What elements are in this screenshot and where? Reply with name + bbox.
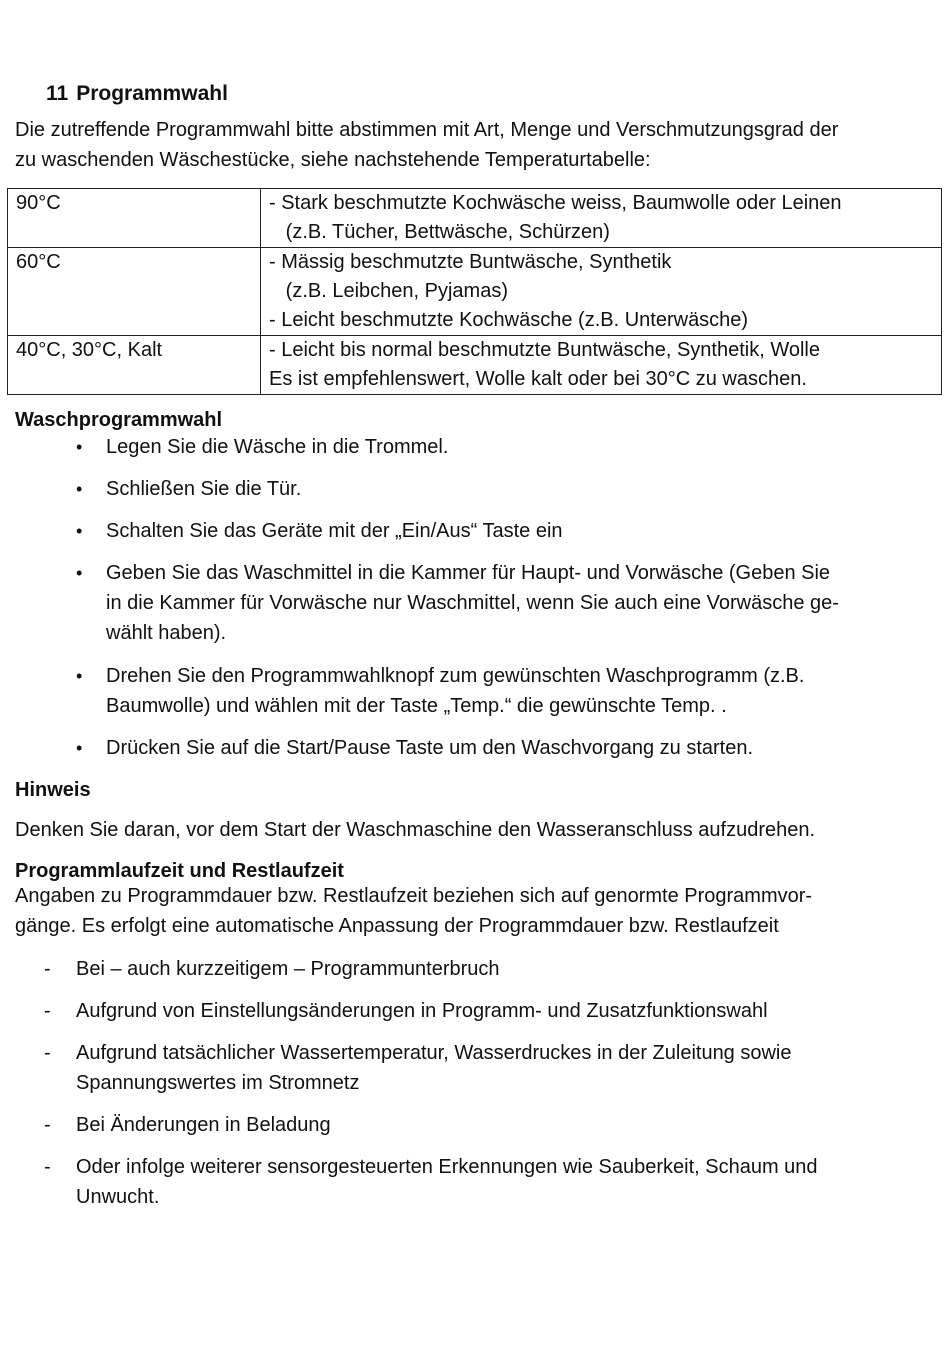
step-line: Geben Sie das Waschmittel in die Kammer für Haupt- und Vorwäsche (Geben Sie xyxy=(106,562,831,584)
description-cell xyxy=(261,189,942,248)
temperature-cell: 60°C xyxy=(8,248,261,336)
bullet-icon: • xyxy=(76,666,83,686)
item-line: Bei Änderungen in Beladung xyxy=(76,1114,331,1136)
table-row xyxy=(8,336,942,395)
intro-line: Die zutreffende Programmwahl bitte abstimmen mit Art, Menge und Verschmutzungsgrad der xyxy=(15,119,839,141)
description-line: - Leicht bis normal beschmutzte Buntwäsche, Synthetik, Wolle xyxy=(269,339,820,361)
section-heading xyxy=(46,79,228,109)
description-cell xyxy=(261,336,942,395)
description-line: (z.B. Leibchen, Pyjamas) xyxy=(269,280,508,302)
description-line: - Leicht beschmutzte Kochwäsche (z.B. Unterwäsche) xyxy=(269,309,749,331)
wash-selection-heading: Waschprogrammwahl xyxy=(15,409,223,431)
step-line: Drücken Sie auf die Start/Pause Taste um den Waschvorgang zu starten. xyxy=(106,737,754,759)
step-line: Schalten Sie das Geräte mit der „Ein/Aus“ Taste ein xyxy=(106,520,563,542)
description-line: - Stark beschmutzte Kochwäsche weiss, Baumwolle oder Leinen xyxy=(269,192,842,214)
bullet-icon: • xyxy=(76,479,83,499)
bullet-icon: • xyxy=(76,738,83,758)
note-text: Denken Sie daran, vor dem Start der Waschmaschine den Wasseranschluss aufzudrehen. xyxy=(15,819,816,841)
bullet-icon: • xyxy=(76,437,83,457)
dash-marker: - xyxy=(44,958,51,980)
description-cell xyxy=(261,248,942,336)
bullet-icon: • xyxy=(76,521,83,541)
step-line: Legen Sie die Wäsche in die Trommel. xyxy=(106,436,449,458)
section-title: Programmwahl xyxy=(76,82,228,105)
item-line: Unwucht. xyxy=(76,1186,160,1208)
section-intro xyxy=(15,115,838,175)
item-line: Oder infolge weiterer sensorgesteuerten Erkennungen wie Sauberkeit, Schaum und xyxy=(76,1156,818,1178)
temperature-cell: 90°C xyxy=(8,189,261,248)
dash-marker: - xyxy=(44,1114,51,1136)
item-line: Aufgrund von Einstellungsänderungen in Programm- und Zusatzfunktionswahl xyxy=(76,1000,768,1022)
step-line: Baumwolle) und wählen mit der Taste „Temp.“ die gewünschte Temp. . xyxy=(106,695,727,717)
step-line: Schließen Sie die Tür. xyxy=(106,478,302,500)
description-line: (z.B. Tücher, Bettwäsche, Schürzen) xyxy=(269,221,610,243)
step-line: wählt haben). xyxy=(106,622,227,644)
temperature-cell: 40°C, 30°C, Kalt xyxy=(8,336,261,395)
temperature-table xyxy=(7,188,942,395)
intro-line: Angaben zu Programmdauer bzw. Restlaufzeit beziehen sich auf genormte Programmvor- xyxy=(15,885,813,907)
dash-marker: - xyxy=(44,1042,51,1064)
item-line: Aufgrund tatsächlicher Wassertemperatur, Wasserdruckes in der Zuleitung sowie xyxy=(76,1042,792,1064)
step-line: Drehen Sie den Programmwahlknopf zum gewünschten Waschprogramm (z.B. xyxy=(106,665,805,687)
description-line: Es ist empfehlenswert, Wolle kalt oder bei 30°C zu waschen. xyxy=(269,368,807,390)
intro-line: zu waschenden Wäschestücke, siehe nachstehende Temperaturtabelle: xyxy=(15,149,651,171)
table-row xyxy=(8,189,942,248)
step-line: in die Kammer für Vorwäsche nur Waschmittel, wenn Sie auch eine Vorwäsche ge- xyxy=(106,592,839,614)
dash-marker: - xyxy=(44,1000,51,1022)
runtime-heading: Programmlaufzeit und Restlaufzeit xyxy=(15,860,344,882)
note-heading: Hinweis xyxy=(15,779,91,801)
runtime-intro xyxy=(15,881,812,941)
description-line: - Mässig beschmutzte Buntwäsche, Synthetik xyxy=(269,251,672,273)
table-row xyxy=(8,248,942,336)
section-number: 11 xyxy=(46,82,69,105)
item-line: Bei – auch kurzzeitigem – Programmunterbruch xyxy=(76,958,500,980)
intro-line: gänge. Es erfolgt eine automatische Anpassung der Programmdauer bzw. Restlaufzeit xyxy=(15,915,779,937)
bullet-icon: • xyxy=(76,563,83,583)
dash-marker: - xyxy=(44,1156,51,1178)
item-line: Spannungswertes im Stromnetz xyxy=(76,1072,360,1094)
